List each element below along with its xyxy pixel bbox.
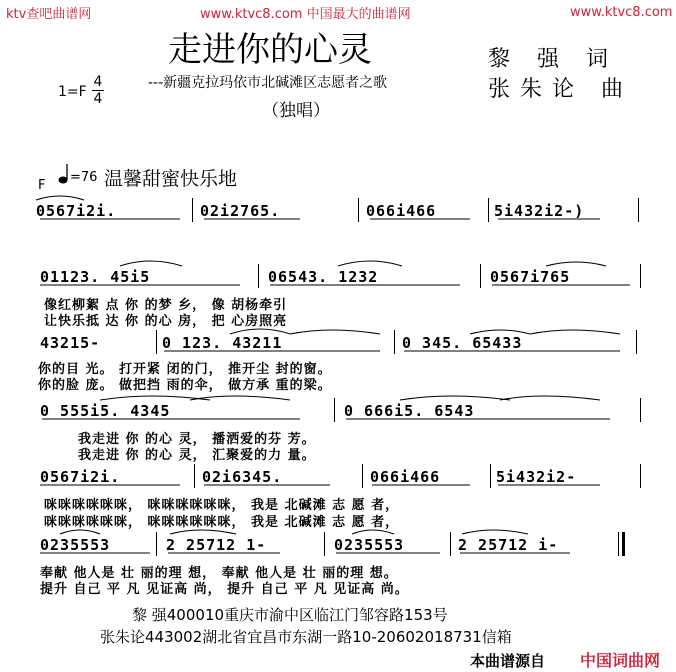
address-line-1: 黎 强400010重庆市渝中区临江门邹容路153号 (132, 606, 448, 624)
lyricist-credit: 黎 强 词 (488, 47, 618, 72)
notes-row5-bar2: 02i6345. (202, 468, 283, 486)
notes-row3-bar3: 0 345. 65433 (402, 334, 523, 352)
barline (450, 532, 451, 556)
lyrics-row3-verse2: 你的脸 庞。 做把挡 雨的伞， 做方承 重的梁。 (38, 378, 332, 393)
barline (194, 464, 195, 488)
barline (334, 398, 335, 422)
time-signature (92, 75, 104, 106)
composer-credit: 张朱论 曲 (488, 77, 633, 102)
lyrics-row5-verse2: 咪咪咪咪咪咪， 咪咪咪咪咪咪， 我是 北碱滩 志 愿 者， (44, 515, 400, 530)
notes-row3-bar2: 0 123. 43211 (162, 334, 283, 352)
watermark-top-center: www.ktvc8.com 中国最大的曲谱网 (200, 7, 411, 22)
lyrics-row6-verse2: 提升 自己 平 凡 见证高 尚， 提升 自己 平 凡 见证高 尚。 (40, 582, 409, 597)
notes-row2-bar2: 06543. 1232 (268, 268, 379, 286)
notes-row6-bar1: 0235553 (40, 536, 111, 554)
tempo-text: 温馨甜蜜快乐地 (104, 168, 238, 190)
barline (258, 264, 259, 288)
barline (480, 264, 481, 288)
barline (488, 198, 489, 222)
lyrics-row2-verse1: 像红柳絮 点 你 的梦 乡， 像 胡杨牵引 (44, 298, 288, 313)
notes-row5-bar3: 066i466 (370, 468, 441, 486)
lyrics-row2-verse2: 让快乐抵 达 你 的心 房， 把 心房照亮 (44, 314, 288, 329)
final-barline (622, 532, 625, 556)
barline (640, 464, 641, 488)
barline (156, 532, 157, 556)
notes-row1-bar1: 0567i2i. (36, 202, 117, 220)
notes-row4-bar2: 0 666i5. 6543 (344, 402, 475, 420)
barline (156, 330, 157, 354)
notes-row4-bar1: 0 555i5. 4345 (40, 402, 171, 420)
barline (324, 532, 325, 556)
tempo-value: =76 (70, 170, 98, 185)
notes-row2-bar3: 0567i765 (490, 268, 571, 286)
tempo-mark: F (38, 178, 46, 193)
song-title: 走进你的心灵 (168, 30, 372, 70)
notes-row1-bar2: 02i2765. (200, 202, 281, 220)
notes-row5-bar1: 0567i2i. (40, 468, 121, 486)
time-signature-top: 4 (93, 74, 103, 90)
notes-row1-bar4: 5i432i2-) (494, 202, 585, 220)
address-line-2: 张朱论443002湖北省宜昌市东湖一路10-20602018731信箱 (100, 628, 512, 646)
barline (362, 464, 363, 488)
source-label: 本曲谱源自 (470, 652, 546, 670)
notes-row2-bar1: 01123. 45i5 (40, 268, 151, 286)
barline (394, 330, 395, 354)
notes-row6-bar4: 2 25712 i- (458, 536, 559, 554)
lyrics-row4-verse2: 我走进 你 的心 灵， 汇聚爱的力 量。 (78, 448, 316, 463)
barline (192, 198, 193, 222)
time-signature-bottom: 4 (93, 91, 103, 107)
barline (636, 330, 637, 354)
notes-row5-bar4: 5i432i2- (496, 468, 577, 486)
key-signature: 1=F (58, 84, 87, 100)
lyrics-row5-verse1: 咪咪咪咪咪咪， 咪咪咪咪咪咪， 我是 北碱滩 志 愿 者， (44, 498, 400, 513)
barline (618, 532, 619, 556)
lyrics-row6-verse1: 奉献 他人是 壮 丽的理 想， 奉献 他人是 壮 丽的理 想。 (40, 566, 398, 581)
watermark-top-right: www.ktvc8.com (570, 5, 673, 20)
barline (490, 464, 491, 488)
notes-row6-bar2: 2 25712 1- (166, 536, 267, 554)
notes-row1-bar3: 066i466 (366, 202, 437, 220)
lyrics-row4-verse1: 我走进 你 的心 灵， 播洒爱的芬 芳。 (78, 432, 316, 447)
barline (358, 198, 359, 222)
performance-type: （独唱） (262, 101, 330, 121)
song-subtitle: ---新疆克拉玛依市北碱滩区志愿者之歌 (148, 75, 388, 91)
barline (640, 398, 641, 422)
notes-row6-bar3: 0235553 (334, 536, 405, 554)
notes-row3-bar1: 43215- (40, 334, 101, 352)
barline (638, 198, 639, 222)
watermark-bottom-right: 中国词曲网 (580, 651, 661, 670)
lyrics-row3-verse1: 你的目 光。 打开紧 闭的门， 推开尘 封的窗。 (38, 362, 332, 377)
barline (640, 264, 641, 288)
watermark-top-left: ktv查吧曲谱网 (6, 7, 92, 22)
